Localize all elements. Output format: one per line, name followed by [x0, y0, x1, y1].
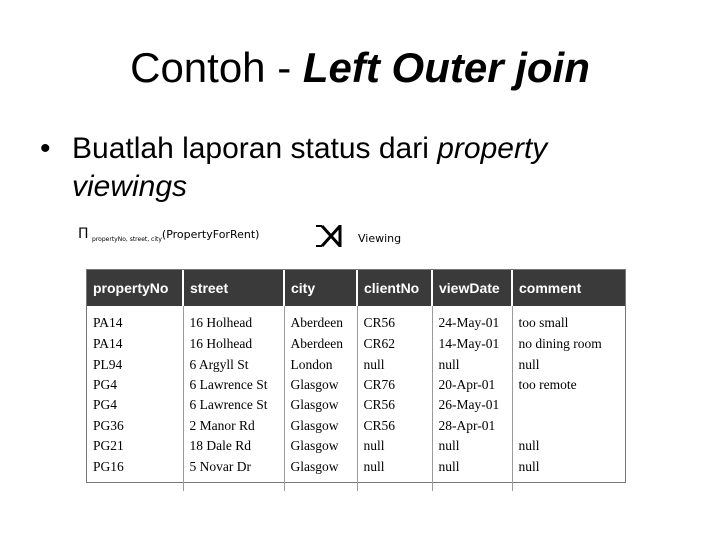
cell: 28-Apr-01	[432, 416, 512, 436]
table-row	[87, 416, 625, 436]
cell: 14-May-01	[432, 334, 512, 354]
table-row	[87, 395, 625, 415]
cell	[512, 395, 625, 415]
cell	[183, 477, 284, 491]
header-viewdate: viewDate	[432, 270, 512, 306]
left-outer-join-icon	[314, 222, 346, 250]
title-emphasis: Left Outer join	[302, 44, 590, 91]
table-row	[87, 456, 625, 476]
cell: null	[357, 456, 432, 476]
cell: CR56	[357, 416, 432, 436]
cell: null	[518, 458, 540, 474]
table-row	[87, 354, 625, 374]
cell	[87, 477, 183, 491]
bullet-text-plain: Buatlah laporan status dari	[72, 132, 438, 165]
result-table-frame	[86, 269, 626, 483]
cell: CR76	[357, 375, 432, 395]
cell: no dining room	[518, 336, 602, 352]
table-row	[87, 306, 625, 334]
cell: PG36	[87, 416, 183, 436]
cell: Glasgow	[284, 436, 357, 456]
cell: 24-May-01	[432, 306, 512, 334]
cell: 26-May-01	[432, 395, 512, 415]
cell: PL94	[87, 354, 183, 374]
cell: PG4	[87, 395, 183, 415]
cell: PA14	[87, 334, 183, 354]
bullet-marker: •	[40, 132, 51, 165]
slide-title	[0, 44, 720, 92]
cell	[512, 416, 625, 436]
result-table	[87, 270, 625, 491]
pi-symbol: Π	[78, 226, 89, 242]
cell: Glasgow	[284, 395, 357, 415]
projection-expression	[78, 226, 259, 243]
header-city: city	[284, 270, 357, 306]
cell: null	[432, 354, 512, 374]
cell: null	[357, 436, 432, 456]
cell: 6 Lawrence St	[183, 395, 284, 415]
header-clientno: clientNo	[357, 270, 432, 306]
table-filler-row	[87, 477, 625, 491]
cell: PG16	[87, 456, 183, 476]
header-comment: comment	[512, 270, 625, 306]
cell: CR56	[357, 395, 432, 415]
cell: Glasgow	[284, 416, 357, 436]
cell	[357, 477, 432, 491]
table-row	[87, 375, 625, 395]
cell: 18 Dale Rd	[183, 436, 284, 456]
bullet-text	[72, 130, 652, 206]
relation-left: (PropertyForRent)	[161, 228, 260, 241]
cell: Glasgow	[284, 375, 357, 395]
cell: 20-Apr-01	[432, 375, 512, 395]
header-street: street	[183, 270, 284, 306]
cell: null	[518, 438, 540, 454]
cell: null	[432, 456, 512, 476]
cell: Aberdeen	[284, 306, 357, 334]
relation-right: Viewing	[358, 232, 402, 245]
cell: 5 Novar Dr	[183, 456, 284, 476]
cell: too remote	[518, 376, 577, 392]
cell: Aberdeen	[284, 334, 357, 354]
cell: Glasgow	[284, 456, 357, 476]
cell	[284, 477, 357, 491]
cell: PA14	[87, 306, 183, 334]
cell: 16 Holhead	[183, 306, 284, 334]
cell: 6 Argyll St	[183, 354, 284, 374]
cell: CR62	[357, 334, 432, 354]
cell: 16 Holhead	[183, 334, 284, 354]
table-row	[87, 436, 625, 456]
table-header-row	[87, 270, 625, 306]
cell: PG21	[87, 436, 183, 456]
projection-subscript: propertyNo, street, city	[92, 236, 162, 243]
cell: London	[284, 354, 357, 374]
cell: null	[357, 354, 432, 374]
cell	[432, 477, 512, 491]
cell: too small	[518, 315, 569, 330]
bullet-text-italic: property viewings	[72, 132, 548, 203]
title-plain: Contoh -	[130, 44, 303, 91]
header-propertyno: propertyNo	[87, 270, 183, 306]
table-row	[87, 334, 625, 354]
cell: 6 Lawrence St	[183, 375, 284, 395]
cell: PG4	[87, 375, 183, 395]
cell: null	[518, 356, 540, 372]
cell	[512, 477, 625, 491]
cell: CR56	[357, 306, 432, 334]
cell: 2 Manor Rd	[183, 416, 284, 436]
cell: null	[432, 436, 512, 456]
